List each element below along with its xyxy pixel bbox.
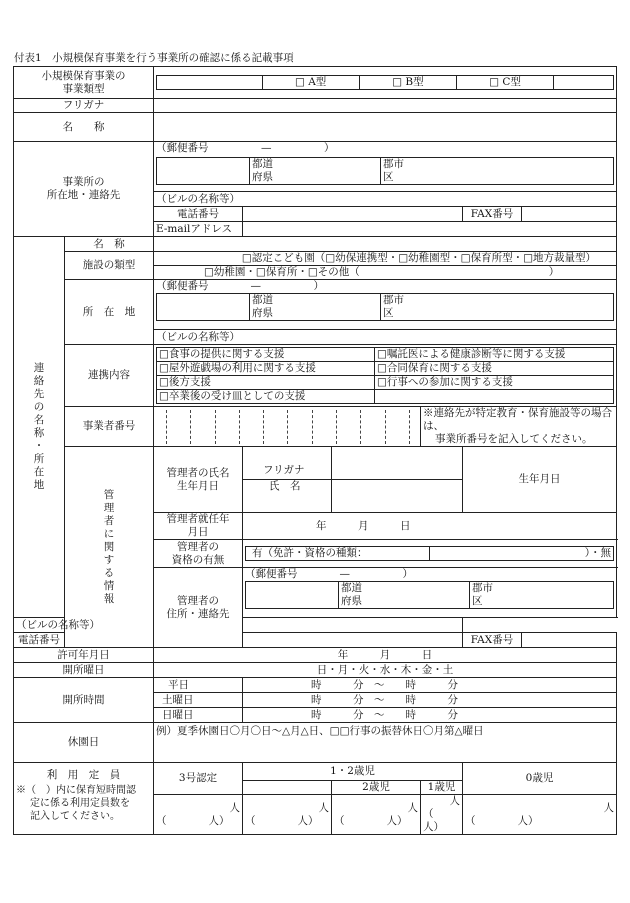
cap-3go-header: 3号認定 — [154, 763, 243, 795]
hours-value[interactable]: 時 分 ～ 時 分 — [243, 693, 617, 708]
hours-value[interactable]: 時 分 ～ 時 分 — [243, 708, 617, 723]
cap-2-header: 2歳児 — [332, 781, 421, 795]
manager-start-field[interactable]: 年 月 日 — [243, 513, 617, 540]
manager-furigana-cell — [243, 447, 332, 513]
partner-facility-line1[interactable]: □認定こども園（□幼保連携型・□幼稚園型・□保育所型・□地方裁量型） — [154, 252, 617, 266]
cap-0-field[interactable]: 人 （ 人） — [463, 795, 617, 835]
office-postal-area[interactable] — [154, 142, 617, 192]
manager-city: 郡市 区 — [470, 582, 614, 609]
holiday-label: 休園日 — [14, 723, 154, 763]
manager-name-label: 管理者の氏名 生年月日 — [154, 447, 243, 513]
cap-3go-field[interactable]: 人 （ 人） — [154, 795, 243, 835]
manager-building[interactable]: （ビルの名称等） — [14, 618, 463, 633]
coop-item[interactable]: □後方支援 — [157, 376, 375, 390]
cap-12-field[interactable]: 人 （ 人） — [243, 795, 332, 835]
coop-item[interactable]: □行事への参加に関する支援 — [375, 376, 614, 390]
name-label: 名 称 — [14, 113, 154, 142]
business-no-note: ※連絡先が特定教育・保育施設等の場合は、 事業所番号を記入してください。 — [421, 407, 617, 447]
partner-postal-code: （郵便番号 — ） — [156, 280, 324, 292]
open-days-field[interactable]: 日・月・火・水・木・金・土 — [154, 663, 617, 678]
coop-item[interactable]: □嘱託医による健康診断等に関する支援 — [375, 348, 614, 362]
office-prefecture: 都道 府県 — [250, 158, 381, 185]
cap-12-total-header — [243, 781, 332, 795]
furigana-label: フリガナ — [14, 99, 154, 113]
furigana-field[interactable] — [154, 99, 617, 113]
partner-postal-area[interactable] — [154, 280, 617, 330]
partner-section-label: 連 絡 先 の 名 称 ・ 所 在 地 — [14, 237, 65, 618]
manager-prefecture: 都道 府県 — [339, 582, 470, 609]
partner-prefecture: 都道 府県 — [250, 294, 381, 321]
coop-item[interactable]: □屋外遊戯場の利用に関する支援 — [157, 362, 375, 376]
hours-day: 土曜日 — [154, 693, 243, 708]
hours-day: 平日 — [154, 678, 243, 693]
manager-shimei-label: 氏 名 — [269, 480, 301, 492]
manager-birth-label: 生年月日 — [463, 447, 617, 513]
office-phone-label: 電話番号 — [154, 207, 243, 222]
hours-day: 日曜日 — [154, 708, 243, 723]
office-phone-field[interactable] — [243, 207, 463, 222]
manager-fax-label: FAX番号 — [463, 633, 522, 648]
office-email-field[interactable] — [243, 222, 617, 237]
hours-label: 開所時間 — [14, 678, 154, 723]
open-days-label: 開所曜日 — [14, 663, 154, 678]
manager-phone-label: 電話番号 — [14, 633, 65, 648]
manager-qual-label: 管理者の 資格の有無 — [154, 540, 243, 568]
partner-address-label: 所 在 地 — [65, 280, 154, 345]
business-type-options[interactable] — [154, 67, 617, 99]
manager-section-label: 管 理 者 に 関 す る 情 報 — [65, 447, 154, 648]
coop-item[interactable]: □卒業後の受け皿としての支援 — [157, 390, 375, 404]
partner-facility-type-label: 施設の類型 — [65, 252, 154, 280]
capacity-label-cell: 利 用 定 員 ※（ ）内に保育短時間認 定に係る利用定員数を 記入してください。 — [14, 763, 154, 835]
qual-type: 有（免許・資格の種類： — [246, 547, 430, 561]
office-fax-label: FAX番号 — [463, 207, 522, 222]
partner-city: 郡市 区 — [381, 294, 614, 321]
cap-12-header: 1・2歳児 — [243, 763, 463, 781]
coop-item[interactable]: □合同保育に関する支援 — [375, 362, 614, 376]
manager-start-label: 管理者就任年 月日 — [154, 513, 243, 540]
partner-building[interactable]: （ビルの名称等） — [154, 330, 617, 345]
cap-1-field[interactable]: 人 （ 人） — [421, 795, 463, 835]
document-title: 付表1 小規模保育事業を行う事業所の確認に係る記載事項 — [14, 52, 294, 64]
name-field[interactable] — [154, 113, 617, 142]
partner-name-field[interactable] — [154, 237, 617, 252]
office-city: 郡市 区 — [381, 158, 614, 185]
manager-furigana-label: フリガナ — [243, 464, 331, 480]
hours-value[interactable]: 時 分 ～ 時 分 — [243, 678, 617, 693]
business-type-label: 小規模保育事業の 事業類型 — [14, 67, 154, 99]
business-number-boxes[interactable] — [154, 407, 421, 447]
capacity-label: 利 用 定 員 — [46, 769, 121, 781]
qual-none: ）・無 — [430, 547, 614, 561]
partner-facility-line2[interactable]: □幼稚園・□保育所・□その他（ ） — [154, 266, 617, 280]
type-c-checkbox[interactable]: □ C型 — [456, 76, 553, 90]
holiday-field[interactable]: 例）夏季休園日〇月〇日～△月△日、□□行事の振替休日〇月第△曜日 — [154, 723, 617, 763]
office-email-label: E-mailアドレス — [154, 222, 243, 237]
office-fax-field[interactable] — [522, 207, 617, 222]
partner-business-no-label: 事業者番号 — [65, 407, 154, 447]
office-building[interactable]: （ビルの名称等） — [154, 192, 617, 207]
manager-address-label: 管理者の 住所・連絡先 — [154, 568, 243, 648]
coop-item[interactable]: □食事の提供に関する支援 — [157, 348, 375, 362]
type-b-checkbox[interactable]: □ B型 — [359, 76, 456, 90]
office-address-label: 事業所の 所在地・連絡先 — [14, 142, 154, 237]
confirmation-form-table — [13, 66, 617, 835]
office-postal-code: （郵便番号 — ） — [156, 142, 335, 154]
cap-0-header: 0歳児 — [463, 763, 617, 795]
partner-coop-label: 連携内容 — [65, 345, 154, 407]
manager-name-field[interactable] — [332, 447, 463, 513]
partner-name-label: 名 称 — [65, 237, 154, 252]
partner-coop-items[interactable] — [154, 345, 617, 407]
manager-postal-area[interactable] — [243, 568, 617, 618]
manager-qual-field[interactable] — [243, 540, 617, 568]
cap-2-field[interactable]: 人 （ 人） — [332, 795, 421, 835]
permit-field[interactable]: 年 月 日 — [154, 648, 617, 663]
manager-fax-field[interactable] — [522, 633, 617, 648]
manager-postal-code: （郵便番号 — ） — [245, 568, 413, 580]
manager-phone-field[interactable] — [243, 633, 463, 648]
permit-label: 許可年月日 — [14, 648, 154, 663]
cap-1-header: 1歳児 — [421, 781, 463, 795]
type-a-checkbox[interactable]: □ A型 — [262, 76, 359, 90]
